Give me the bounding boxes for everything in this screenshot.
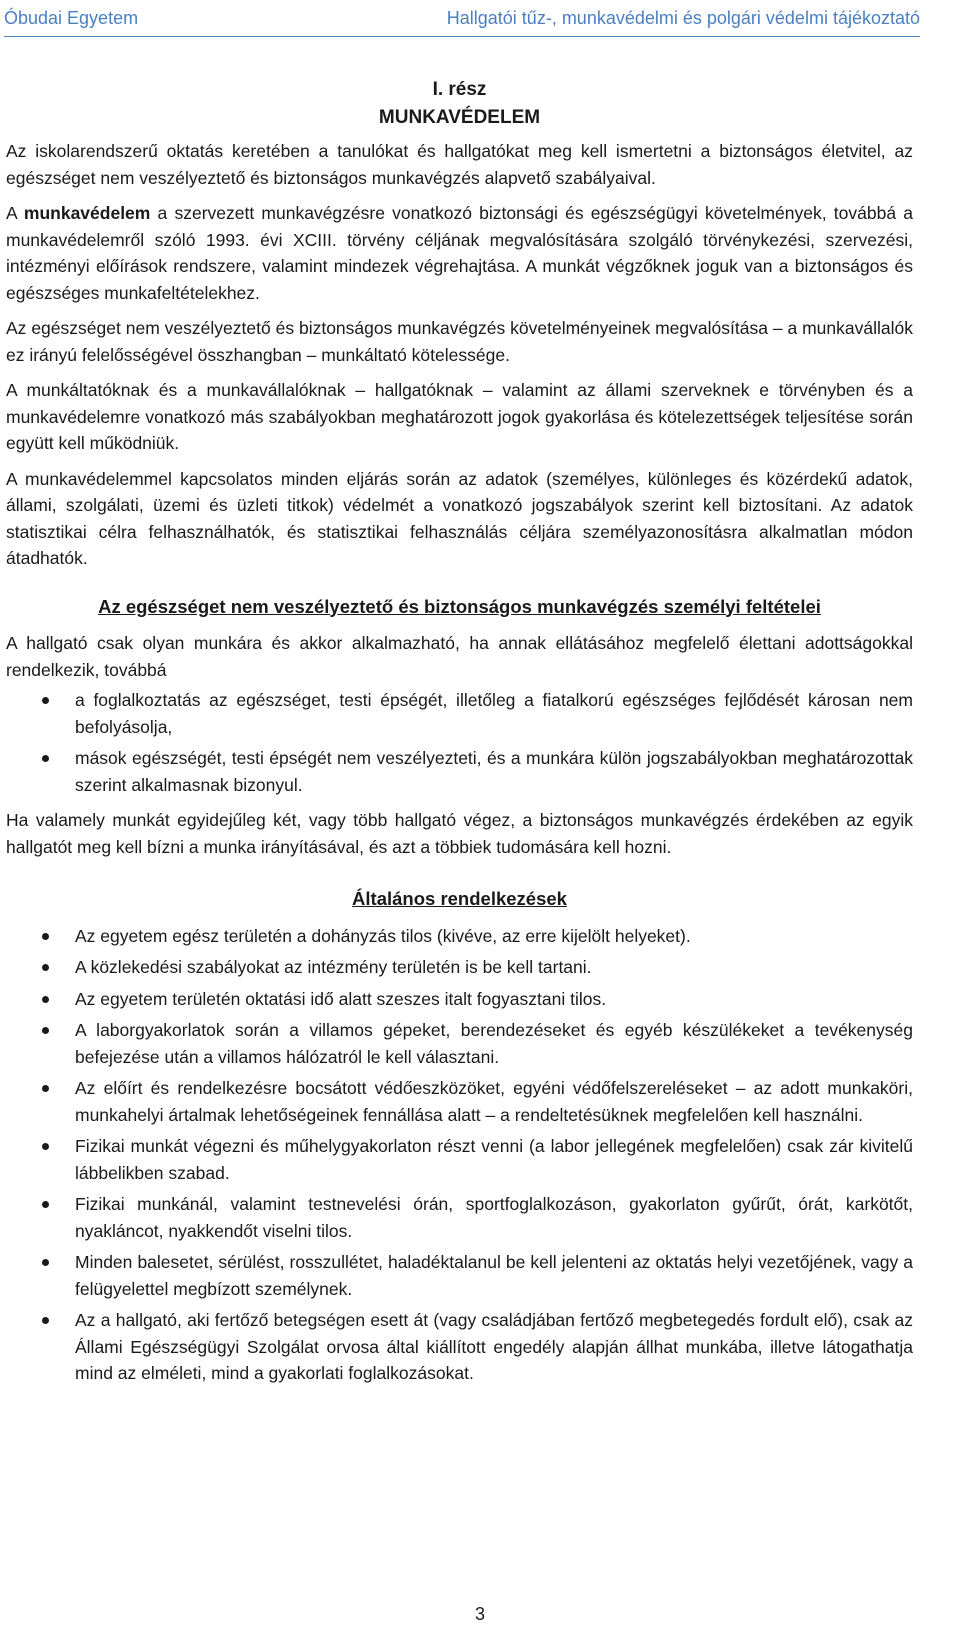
personal-conditions-list bbox=[6, 687, 913, 798]
paragraph-data-protection: A munkavédelemmel kapcsolatos minden eljárás során az adatok (személyes, különleges és közérdekű adatok, állami, szolgálati, üzemi és üzleti titkok) védelmét a vonatkozó jogszabályok szerint kell biztosítani. Az adatok statisztikai célra felhasználhatók, és statisztikai felhasználás céljára személyazonosításra alkalmatlan módon átadhatók. bbox=[6, 468, 913, 568]
list-item: Az egyetem területén oktatási idő alatt szeszes italt fogyasztani tilos. bbox=[6, 986, 913, 1013]
part-name: MUNKAVÉDELEM bbox=[378, 107, 541, 128]
section-heading-general-provisions: Általános rendelkezések bbox=[352, 888, 567, 909]
paragraph-employer-duty: Az egészséget nem veszélyeztető és biztonságos munkavégzés követelményeinek megvalósítása – a munkavállalók ez irányú felelősségével összhangban – munkáltató kötelessége. bbox=[6, 318, 913, 365]
list-item: a foglalkoztatás az egészséget, testi épségét, illetőleg a fiatalkorú egészséges fejlődését károsan nem befolyásolja, bbox=[6, 687, 913, 740]
list-item: Az előírt és rendelkezésre bocsátott védőeszközöket, egyéni védőfelszereléseket – az adott munkaköri, munkahelyi ártalmak lehetőségeinek fennállása alatt – a rendeltetésüknek megfelelően kell használni. bbox=[6, 1075, 913, 1128]
section-heading-personal-conditions: Az egészséget nem veszélyeztető és biztonságos munkavégzés személyi feltételei bbox=[98, 595, 821, 617]
general-provisions-list bbox=[6, 923, 913, 1387]
list-item: mások egészségét, testi épségét nem veszélyezteti, és a munkára külön jogszabályokban meghatározottak szerint alkalmasnak bizonyul. bbox=[6, 745, 913, 798]
list-item: Minden balesetet, sérülést, rosszullétet, haladéktalanul be kell jelenteni az oktatás helyi vezetőjének, vagy a felügyelettel megbízott személynek. bbox=[6, 1249, 913, 1302]
list-item: A közlekedési szabályokat az intézmény területén is be kell tartani. bbox=[6, 954, 913, 981]
list-item: Fizikai munkát végezni és műhelygyakorlaton részt venni (a labor jellegének megfelelően) csak zár kivitelű lábbelikben szabad. bbox=[6, 1133, 913, 1186]
part-number: I. rész bbox=[432, 79, 487, 100]
header-institution: Óbudai Egyetem bbox=[4, 8, 139, 28]
paragraph-personal-intro: A hallgató csak olyan munkára és akkor alkalmazható, ha annak ellátásához megfelelő élettani adottságokkal rendelkezik, továbbá bbox=[6, 633, 913, 680]
list-item: Fizikai munkánál, valamint testnevelési órán, sportfoglalkozáson, gyakorlaton gyűrűt, órát, karkötőt, nyakláncot, nyakkendőt viselni tilos. bbox=[6, 1191, 913, 1244]
paragraph-cooperation: A munkáltatóknak és a munkavállalóknak – hallgatóknak – valamint az állami szerveknek e törvényben és a munkavédelemre vonatkozó más szabályokban meghatározott jogok gyakorlása és kötelezettségek teljesítése során együtt kell működniük. bbox=[6, 380, 913, 453]
list-item: Az egyetem egész területén a dohányzás tilos (kivéve, az erre kijelölt helyeket). bbox=[6, 923, 913, 950]
paragraph-definition: A munkavédelem a szervezett munkavégzésre vonatkozó biztonsági és egészségügyi követelmények, továbbá a munkavédelemről szóló 1993. évi XCIII. törvény céljának megvalósítására szolgáló törvénykezési, szervezési, intézményi előírások rendszere, valamint mindezek végrehajtása. A munkát végzőknek joguk van a biztonságos és egészséges munkafeltételekhez. bbox=[6, 203, 913, 303]
header-divider bbox=[4, 36, 920, 37]
part-title bbox=[6, 76, 913, 132]
list-item: Az a hallgató, aki fertőző betegségen esett át (vagy családjában fertőző megbetegedés fordult elő), csak az Állami Egészségügyi Szolgálat orvosa által kiállított engedély alapján állhat munkába, illetve látogathatja mind az elméleti, mind a gyakorlati foglalkozásokat. bbox=[6, 1307, 913, 1387]
document-body bbox=[6, 76, 913, 1396]
list-item: A laborgyakorlatok során a villamos gépeket, berendezéseket és egyéb készülékeket a tevékenység befejezése után a villamos hálózatról le kell választani. bbox=[6, 1017, 913, 1070]
page-header bbox=[4, 2, 920, 36]
header-document-title: Hallgatói tűz-, munkavédelmi és polgári védelmi tájékoztató bbox=[446, 8, 920, 28]
term-munkavedelem: munkavédelem bbox=[23, 203, 151, 223]
paragraph-personal-outro: Ha valamely munkát egyidejűleg két, vagy több hallgató végez, a biztonságos munkavégzés érdekében az egyik hallgatót meg kell bízni a munka irányításával, és azt a többiek tudomására kell hozni. bbox=[6, 810, 913, 857]
page-number: 3 bbox=[474, 1604, 485, 1624]
paragraph-intro: Az iskolarendszerű oktatás keretében a tanulókat és hallgatókat meg kell ismertetni a biztonságos életvitel, az egészséget nem veszélyeztető és biztonságos munkavégzés alapvető szabályaival. bbox=[6, 141, 913, 188]
